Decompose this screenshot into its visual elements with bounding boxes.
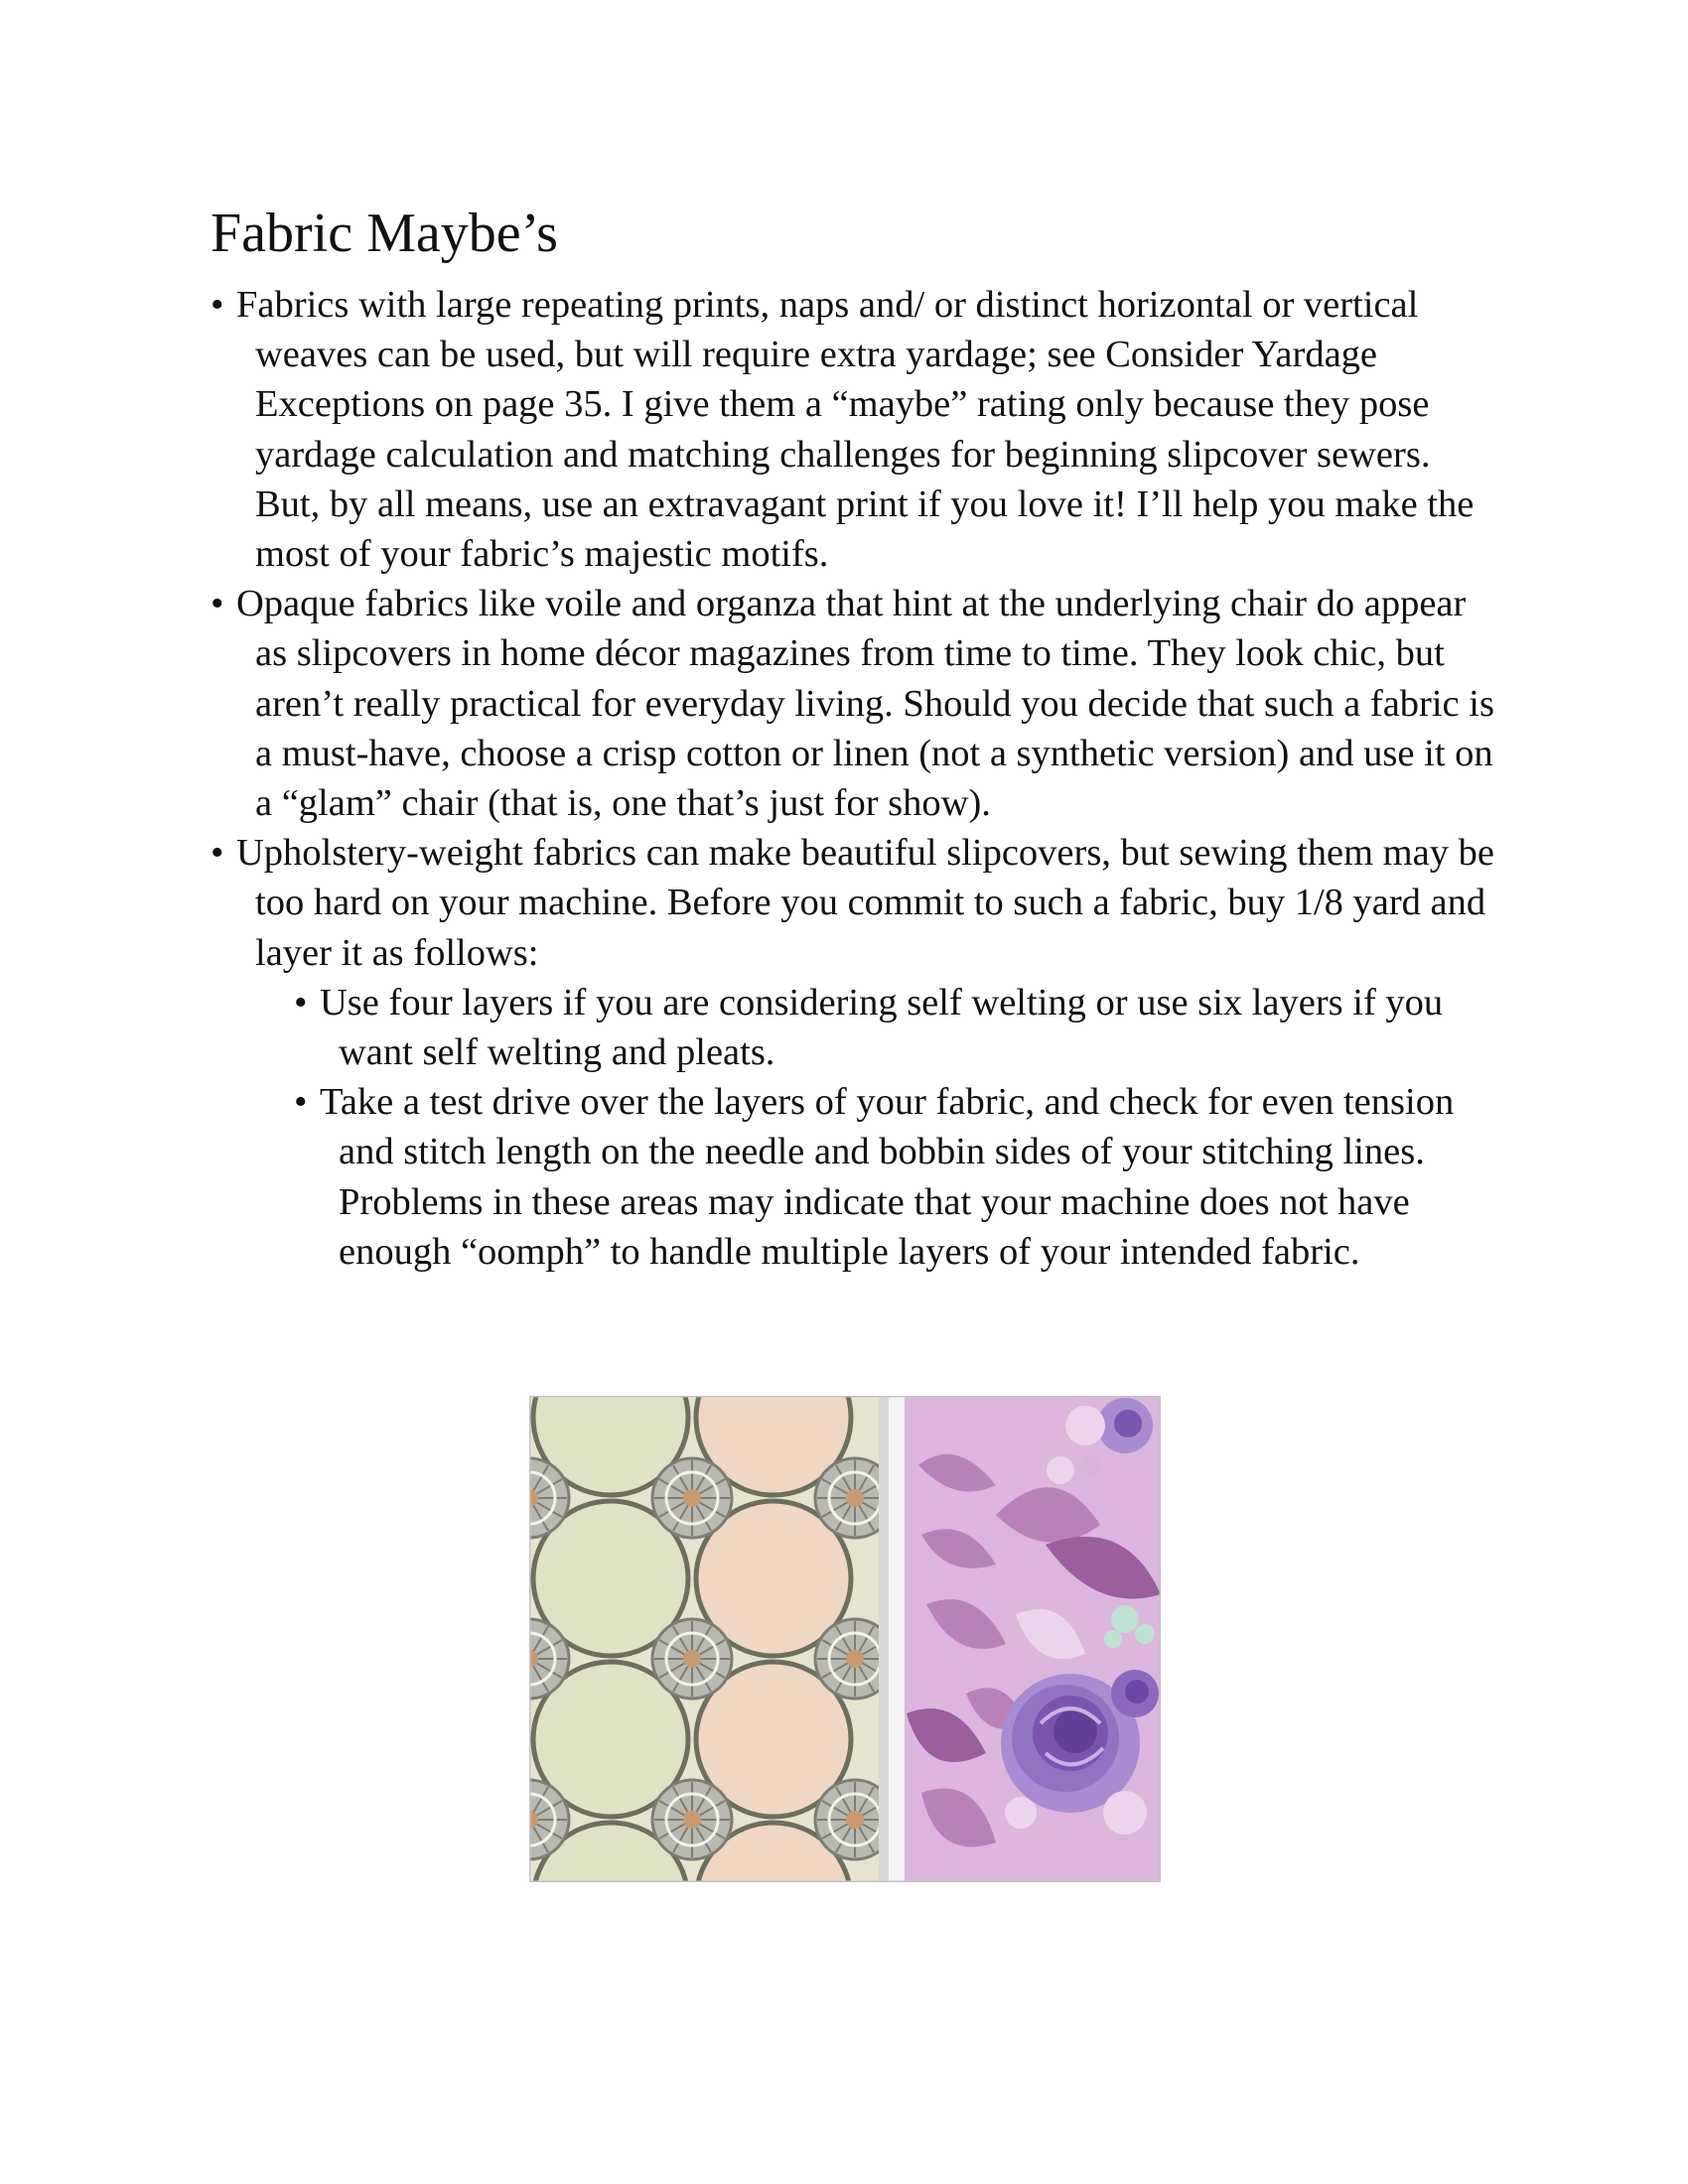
swatch-shadow (879, 1396, 889, 1882)
bullet-marker: • (211, 284, 224, 326)
fabric-swatches-figure (529, 1396, 1161, 1882)
bullet-text: Upholstery-weight fabrics can make beautiful slipcovers, but sewing them may be too hard on your machine. Before you commit to such a fabric, buy 1/8 yard and layer it as follows: (236, 832, 1494, 974)
bullet-marker: • (211, 583, 224, 625)
pattern-medallion (652, 1780, 732, 1859)
bullet-marker: • (294, 981, 308, 1024)
bullet-text: Opaque fabrics like voile and organza that hint at the underlying chair do appear as slipcovers in home décor magazines from time to time. They look chic, but aren’t really practical for everyday living. Should you decide that such a fabric is a must-have, choose a crisp cotton or linen (not a synthetic version) and use it on a “glam” chair (that is, one that’s just for show). (236, 583, 1494, 825)
bullet-item (211, 828, 1501, 978)
bullet-text: Use four layers if you are considering self welting or use six layers if you want self welting and pleats. (320, 981, 1444, 1074)
fabric-swatches-image (529, 1396, 1161, 1882)
bullet-marker: • (211, 832, 224, 875)
floral-print-swatch (905, 1396, 1161, 1882)
sub-bullet-item (294, 1077, 1501, 1277)
pattern-medallion (652, 1458, 732, 1538)
bullet-marker: • (294, 1081, 308, 1124)
bullet-item (211, 579, 1501, 828)
body-text (211, 280, 1501, 1277)
circle-print-swatch (529, 1396, 895, 1882)
page-title: Fabric Maybe’s (211, 203, 558, 264)
bullet-text: Fabrics with large repeating prints, naps and/ or distinct horizontal or vertical weaves can be used, but will require extra yardage; see Consider Yardage Exceptions on page 35. I give them a “maybe” rating only because they pose yardage calculation and matching challenges for beginning slipcover sewers. But, by all means, use an extravagant print if you love it! I’ll help you make the most of your fabric’s majestic motifs. (236, 284, 1475, 576)
sub-bullet-item (294, 978, 1501, 1077)
pattern-medallion (652, 1619, 732, 1699)
bullet-item (211, 280, 1501, 579)
bullet-text: Take a test drive over the layers of your fabric, and check for even tension and stitch length on the needle and bobbin sides of your stitching lines. Problems in these areas may indicate that your machine does not have enough “oomph” to handle multiple layers of your intended fabric. (320, 1081, 1455, 1273)
